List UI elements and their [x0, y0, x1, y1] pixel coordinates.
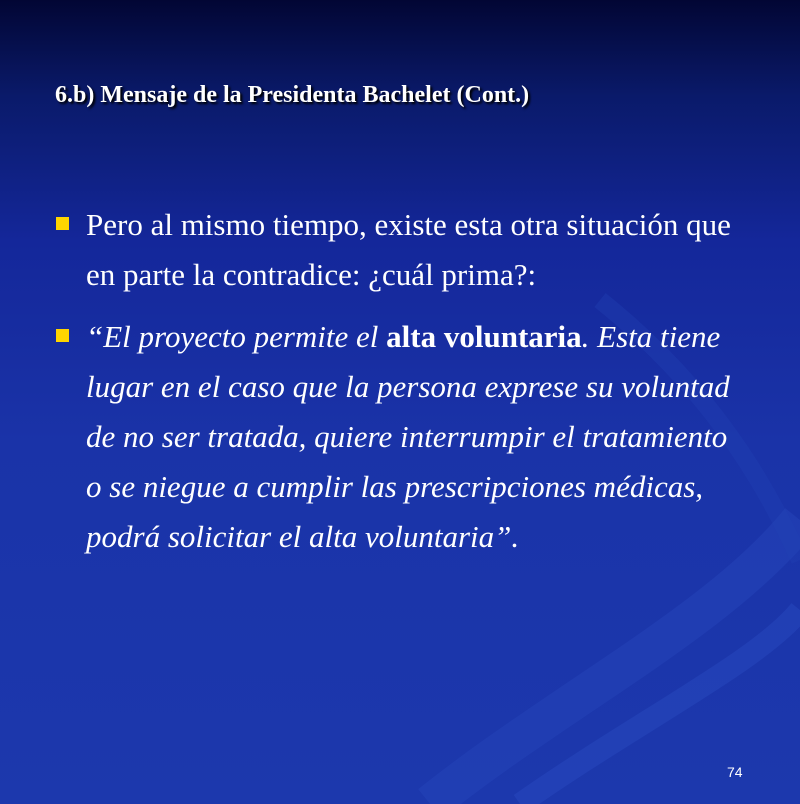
quote-text-prefix: “El proyecto permite el: [86, 319, 387, 354]
square-bullet-icon: [56, 329, 69, 342]
square-bullet-icon: [56, 217, 69, 230]
bullet-item-quote: [50, 312, 750, 562]
bullet-text-first: Pero al mismo tiempo, existe esta otra situación que en parte la contradice: ¿cuál prima?:: [86, 207, 731, 292]
bullet-item-first: [50, 200, 750, 300]
page-number: 74: [727, 764, 743, 780]
quote-text-emphasis: alta voluntaria: [386, 319, 582, 354]
bullet-list: [50, 200, 750, 574]
quote-text-suffix: . Esta tiene lugar en el caso que la persona exprese su voluntad de no ser tratada, quiere interrumpir el tratamiento o se niegue a cumplir las prescripciones médicas, podrá solicitar el alta voluntaria”.: [86, 319, 730, 554]
slide-title: 6.b) Mensaje de la Presidenta Bachelet (Cont.): [55, 82, 530, 108]
